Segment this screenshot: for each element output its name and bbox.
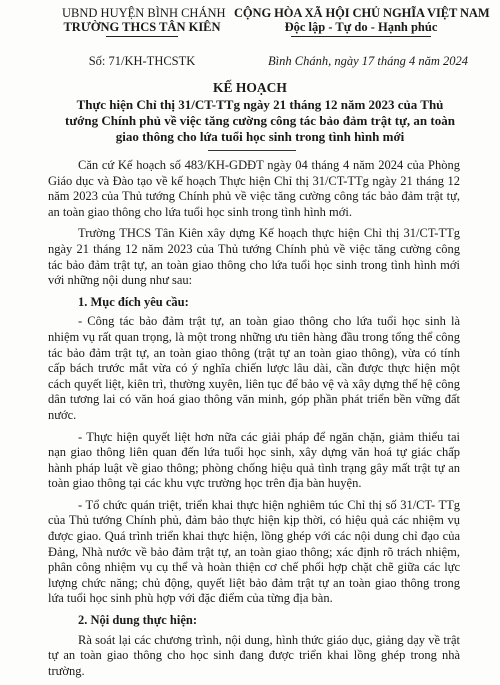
document-number: Số: 71/KH-THCSTK <box>88 54 196 68</box>
org-underline <box>106 36 178 37</box>
issuing-organization <box>62 6 226 37</box>
country-name: CỘNG HÒA XÃ HỘI CHỦ NGHĨA VIỆT NAM <box>234 6 490 20</box>
national-header <box>234 6 488 37</box>
document-body <box>48 158 460 685</box>
title-separator <box>208 150 296 151</box>
section-heading-content: 2. Nội dung thực hiện: <box>78 613 197 628</box>
motto-underline <box>291 36 431 37</box>
district-committee: UBND HUYỆN BÌNH CHÁNH <box>62 6 226 20</box>
document-date: Bình Chánh, ngày 17 tháng 4 năm 2024 <box>268 54 468 68</box>
purpose-paragraph-1: - Công tác bảo đảm trật tự, an toàn giao thông cho lứa tuổi học sinh là nhiệm vụ rất quan trọng, là một trong những ưu tiên hàng đầu trong tổng thể công tác bảo đảm trật tự, an toàn giao thông (trật tự an toàn giao thông), vừa có tính cấp bách trước mắt vừa có ý nghĩa chiến lược lâu dài, cần được thực hiện một cách quyết liệt, kiên trì, thường xuyên, liên tục để bảo vệ và xây dựng thế hệ công dân tương lai có văn hoá giao thông văn minh, góp phần phát triển bền vững đất nước. <box>48 314 460 422</box>
document-subtitle: Thực hiện Chỉ thị 31/CT-TTg ngày 21 tháng 12 năm 2023 của Thủ tướng Chính phủ về việc tăng cường công tác bảo đảm trật tự, an toàn giao thông cho lứa tuổi học sinh trong tình hình mới <box>65 97 455 144</box>
purpose-paragraph-2: - Thực hiện quyết liệt hơn nữa các giải pháp để ngăn chặn, giảm thiểu tai nạn giao thông liên quan đến lứa tuổi học sinh, xây dựng văn hoá tự giác chấp hành pháp luật về giao thông; phòng chống hiệu quả tình trạng gây mất trật tự an toàn giao thông tại các khu vực trường học trên địa bàn huyện. <box>48 429 460 491</box>
section-heading-purpose: 1. Mục đích yêu cầu: <box>78 294 189 309</box>
content-paragraph-1: Rà soát lại các chương trình, nội dung, hình thức giáo dục, giảng dạy về trật tự an toàn giao thông cho học sinh đang được triển khai lồng ghép trong nhà trường. <box>48 632 460 678</box>
school-name: TRƯỜNG THCS TÂN KIÊN <box>63 20 221 34</box>
basis-paragraph: Căn cứ Kế hoạch số 483/KH-GDĐT ngày 04 tháng 4 năm 2024 của Phòng Giáo dục và Đào tạo về kế hoạch Thực hiện Chỉ thị 31/CT-TTg ngày 21 tháng 12 năm 2023 của Thủ tướng Chính phủ về việc tăng cường công tác bảo đảm trật tự, an toàn giao thông cho lứa tuổi học sinh trong tình hình mới. <box>48 158 460 219</box>
intro-paragraph: Trường THCS Tân Kiên xây dựng Kế hoạch thực hiện Chỉ thị 31/CT-TTg ngày 21 tháng 12 năm 2023 của Thủ tướng Chính phủ về việc tăng cường công tác bảo đảm trật tự, an toàn giao thông cho lứa tuổi học sinh trong tình hình mới với những nội dung như sau: <box>48 226 460 288</box>
document-title: KẾ HOẠCH <box>213 80 287 95</box>
purpose-paragraph-3: - Tổ chức quán triệt, triển khai thực hiện nghiêm túc Chỉ thị số 31/CT- TTg của Thủ tướng Chính phủ, đảm bảo thực hiện kịp thời, có hiệu quả các nhiệm vụ được giao. Quá trình triển khai thực hiện, lồng ghép với các nội dung chỉ đạo của Đảng, Nhà nước về bảo đảm trật tự, an toàn giao thông; xác định rõ trách nhiệm, phân công nhiệm vụ cụ thể và hoàn thiện cơ chế phối hợp chặt chẽ giữa các lực lượng chức năng; chủ động, quyết liệt bảo đảm trật tự an toàn giao thông trong lứa tuổi học sinh phù hợp với đặc điểm của từng địa bàn. <box>48 497 460 606</box>
national-motto: Độc lập - Tự do - Hạnh phúc <box>284 20 438 34</box>
